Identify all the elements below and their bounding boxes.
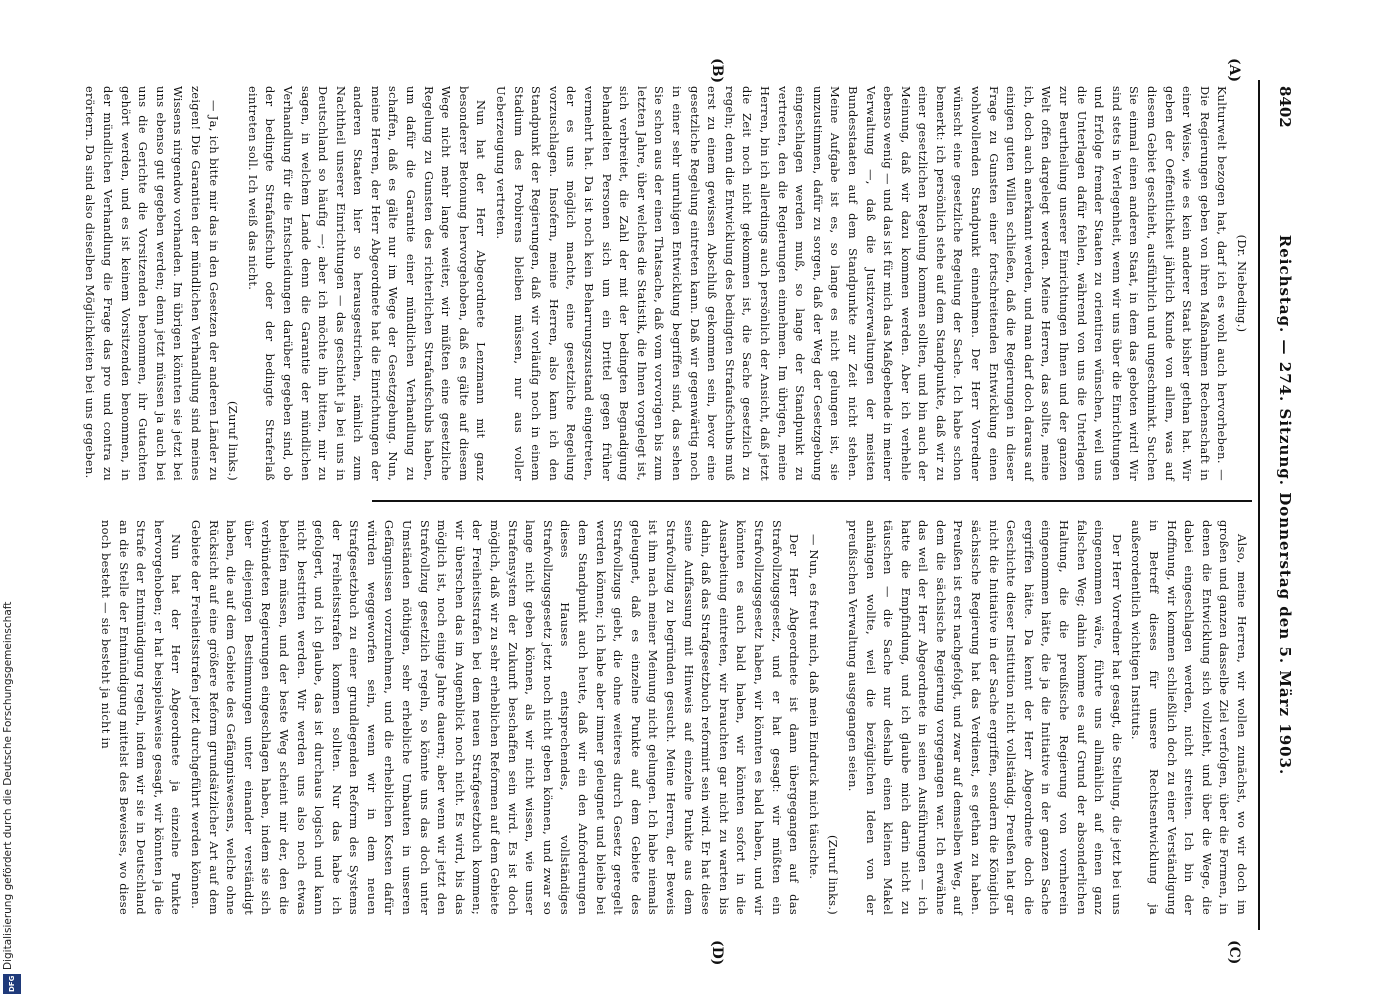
column-divider	[372, 500, 1252, 502]
margin-mark-d: (D)	[709, 940, 725, 966]
funding-credit: Digitalisierung gefördert durch die Deutsche Forschungsgemeinschaft	[2, 601, 14, 970]
paragraph: Der Herr Vorredner hat gesagt, die Stellung, die jetzt bei uns eingenommen wäre, führte uns allmählich auf einen ganz falschen Weg; dahin komme es auf Grund der absonderlichen Haltung, die die preußische Regierung von vornherein eingenommen hätte, die ja die Initiative in der ganzen Sache ergriffen hätte. Da kennt der Herr Abgeordnete doch die Geschichte dieser Institution nicht vollständig. Preußen hat gar nicht die Initiative in der Sache ergriffen, sondern die Königlich sächsische Regierung hat das Verdienst, es gethan zu haben. Preußen ist erst nachgefolgt, und zwar auf demselben Weg, auf dem die sächsische Regierung vorgegangen war. Ich erwähne das weil der Herr Abgeordnete in seinen Ausführungen — ich hatte die Empfindung, und ich glaube mich darin nicht zu täuschen — die Sache nur deshalb einen kleinen Makel anhängen wollte, weil die bezüglichen Ideen von der preußischen Verwaltung ausgegangen seien.	[845, 520, 1124, 915]
speaker-label: (Dr. Niebeding.)	[1235, 234, 1249, 333]
paragraph: Der Herr Abgeordnete ist dann übergegangen auf das Strafvollzugsgesetz, und er hat gesagt: wir müßten ein Strafvollzugsgesetz haben, wir könnten es bald haben, und wir könnten es auch bald haben, wir könnten sofort in die Ausarbeitung eintreten, wir brauchten gar nicht zu warten bis dahin, daß das Strafgesetzbuch reformirt sein wird. Er hat diese seine Auffassung mit Hinweis auf einzelne Punkte aus dem Strafvollzug zu begründen gesucht. Meine Herren, der Beweis ist ihm nach meiner Meinung nicht gelungen. Ich habe niemals geleugnet, daß es einzelne Punkte auf dem Gebiete des Strafvollzugs giebt, die ohne weiteres durch Gesetz geregelt werden können; ich habe aber immer geleugnet und bleibe bei dem Standpunkt auch heute, daß wir ein den Anforderungen dieses Hauses entsprechendes, vollständiges Strafvollzugsgesetz jetzt noch nicht geben können, und zwar so lange nicht geben können, als wir nicht wissen, wie unser Strafensystem der Zukunft beschaffen sein wird. Es ist doch möglich, daß wir zu sehr erheblichen Reformen auf dem Gebiete der Freiheitsstrafen bei dem neuen Strafgesetzbuch kommen; wir überschen das im Augenblick noch nicht. Es wird, bis das möglich ist, noch einige Jahre dauern; aber wenn wir jetzt den Strafvollzug gesetzlich regeln, so könnte uns das doch unter Umständen nöthigen, sehr erhebliche Umbauten in unseren Gefängnissen vorzunehmen, und die erheblichen Kosten dafür würden weggeworfen sein, wenn wir in dem neuen Strafgesetzbuch zu einer grundlegenden Reform des Systems der Freiheitsstrafen kommen sollten. Nur das habe ich gefolgert, und ich glaube, das ist durchaus logisch und kann nicht bestritten werden. Wir werden uns also noch etwas behelfen müssen, und der beste Weg scheint mir der, den die verbündeten Regierungen eingeschlagen haben, indem sie sich über diejenigen Bestimmungen unter einander verständigt haben, die auf dem Gebiete des Gefängniswesens, welche ohne Rücksicht auf eine größere Reform grundsätzlicher Art auf dem Gebiete der Freiheitsstrafen jetzt durchgeführt werden können.	[188, 520, 802, 915]
margin-mark-c: (C)	[1226, 940, 1242, 965]
newspaper-page	[83, 58, 1300, 966]
paragraph: Nun hat der Herr Abgeordnete ja einzelne Punkte hervorgehoben; er hat beispielsweise gesagt, wir könnten ja die Strafe der Entmündigung regeln, indem wir sie in Deutschland an die Stelle der Entmündigung mittelst des Beweises, wo diese noch besteht — sie besteht ja nicht in	[99, 520, 184, 915]
interjection: (Zuruf links.)	[826, 835, 841, 915]
margin-mark-b: (B)	[709, 58, 725, 84]
left-column	[79, 86, 1250, 481]
paragraph: — Ja, ich bitte mir das in den Gesetzen der anderen Länder zu zeigen! Die Garantien der mündlichen Verhandlung sind meines Wissens nirgendwo vorhanden. Im übrigen könnten sie jetzt bei uns ebenso gut gegeben werden; denn jetzt müssen ja auch bei uns die Gerichte die Vorsitzenden benommen, ihr Gutachten gehört werden, und es ist keinem Vorsitzenden benommen, in der mündlichen Verhandlung die Frage das pro und contra zu erörtern. Da sind also dieselben Möglichkeiten bei uns gegeben.	[83, 86, 221, 481]
page-number: 8402	[1276, 86, 1294, 128]
margin-mark-a: (A)	[1226, 58, 1242, 83]
paragraph: Also, meine Herren, wir wollen zunächst, wo wir doch im großen und ganzen dasselbe Ziel verfolgen, über die Formen, in denen die Entwicklung sich vollzieht, und über die Wege, die dabei eingeschlagen werden, nicht streiten. Ich bin der Hoffnung, wir kommen schließlich doch zu einer Verständigung in Betreff dieses für unsere Rechtsentwicklung ja außerordentlich wichtigen Instituts.	[1129, 520, 1249, 915]
right-column	[94, 520, 1250, 915]
running-title: Reichstag. — 274. Sitzung. Donnerstag den 5. März 1903.	[1276, 234, 1294, 776]
paragraph: Nun hat der Herr Abgeordnete Lenzmann mit ganz besonderer Betonung hervorgehoben, daß es gälte auf diesem Wege nicht mehr lange weiter, wir müßten eine gesetzliche Regelung zu Gunsten des richterlichen Strafaufschubs haben, um dafür die Garantie einer mündlichen Verhandlung zu schaffen, daß es gälte nur im Wege der Gesetzgebung. Nun, meine Herren, der Herr Abgeordnete hat die Einrichtungen der anderen Staaten hier so herausgestrichen, nämlich zum Nachtheil unserer Einrichtungen — das geschieht ja bei uns in Deutschland so häufig —; aber ich möchte ihn bitten, mir zu sagen, in welchem Lande denn die Garantie der mündlichen Verhandlung für die Entscheidungen darüber gegeben sind, ob der bedingte Strafaufschub oder der bedingte Straferlaß eintreten soll. Ich weiß das nicht.	[245, 86, 489, 481]
funding-credit-strip	[0, 0, 24, 1000]
paragraph: — Nun, es freut mich, daß mein Eindruck mich täuschte.	[806, 534, 821, 880]
dfg-logo: DFG	[3, 974, 21, 994]
interjection: (Zuruf links.)	[226, 401, 241, 481]
page-header	[1258, 80, 1300, 930]
paragraph: Kulturwelt bezogen hat, darf ich es wohl auch hervorheben. — Die Regierungen geben von ihren Maßnahmen Rechenschaft in einer Weise, wie es kein anderer Staat bisher gethan hat. Wir geben der Oeffentlichkeit jährlich Kunde von allem, was auf diesem Gebiet geschieht, ausführlich und ungeschminkt. Suchen Sie einmal einen anderen Staat, in dem das geboten wird! Wir sind stets in Verlegenheit, wenn wir uns über die Einrichtungen und Erfolge fremder Staaten zu orientiren wünschen, weil uns die Unterlagen dafür fehlen, während von uns die Unterlagen zur Beurtheilung unserer Einrichtungen Ihnen und der ganzen Welt offen dargelegt werden. Meine Herren, das sollte, meine ich, doch auch anerkannt werden, und man darf doch daraus auf einigen guten Willen schließen, daß die Regierungen in dieser Frage zu Gunsten einer fortschreitenden Entwicklung einen wohlwollenden Standpunkt einnehmen. Der Herr Vorredner wünscht eine gesetzliche Regelung der Sache. Ich habe schon bemerkt: ich persönlich stehe auf dem Standpunkte, daß wir zu einer gesetzlichen Regelung kommen sollten, und bin auch der Meinung, daß wir dazu kommen werden. Aber ich verhehle ebenso wenig — und das ist für mich das Maßgebende in meiner Verwaltung —, daß die Justizverwaltungen der meisten Bundesstaaten auf dem Standpunkte zur Zeit nicht stehen. Meine Aufgabe ist es, so lange es nicht gelungen ist, sie umzustimmen, dafür zu sorgen, daß der Weg der Gesetzgebung eingeschlagen werden muß, so lange der Standpunkt zu vertreten, den die Regierungen einnehmen. Im übrigen, meine Herren, bin ich allerdings auch persönlich der Ansicht, daß jetzt die Zeit noch nicht gekommen ist, die Sache gesetzlich zu regeln; denn die Entwicklung des bedingten Strafaufschubs muß erst zu einem gewissen Abschluß gekommen sein, bevor eine gesetzliche Regelung eintreten kann. Daß wir gegenwärtig noch in einer sehr unruhigen Entwicklung begriffen sind, das sehen Sie schon aus der einen Thatsache, daß vom vorvorigen bis zum letzten Jahre, über welches die Statistik, die Ihnen vorgelegt ist, sich verbreitet, die Zahl der mit der bedingten Begnadigung behandelten Personen sich um ein Drittel gegen früher vermehrt hat. Da ist noch kein Beharrungszustand eingetreten, der es uns möglich machte, eine gesetzliche Regelung vorzuschlagen. Insofern, meine Herren, also kann ich den Standpunkt der Regierungen, daß wir vorläufig noch in einem Stadium des Probirens bleiben müssen, nur aus voller Ueberzeugung vertreten.	[494, 86, 1230, 481]
